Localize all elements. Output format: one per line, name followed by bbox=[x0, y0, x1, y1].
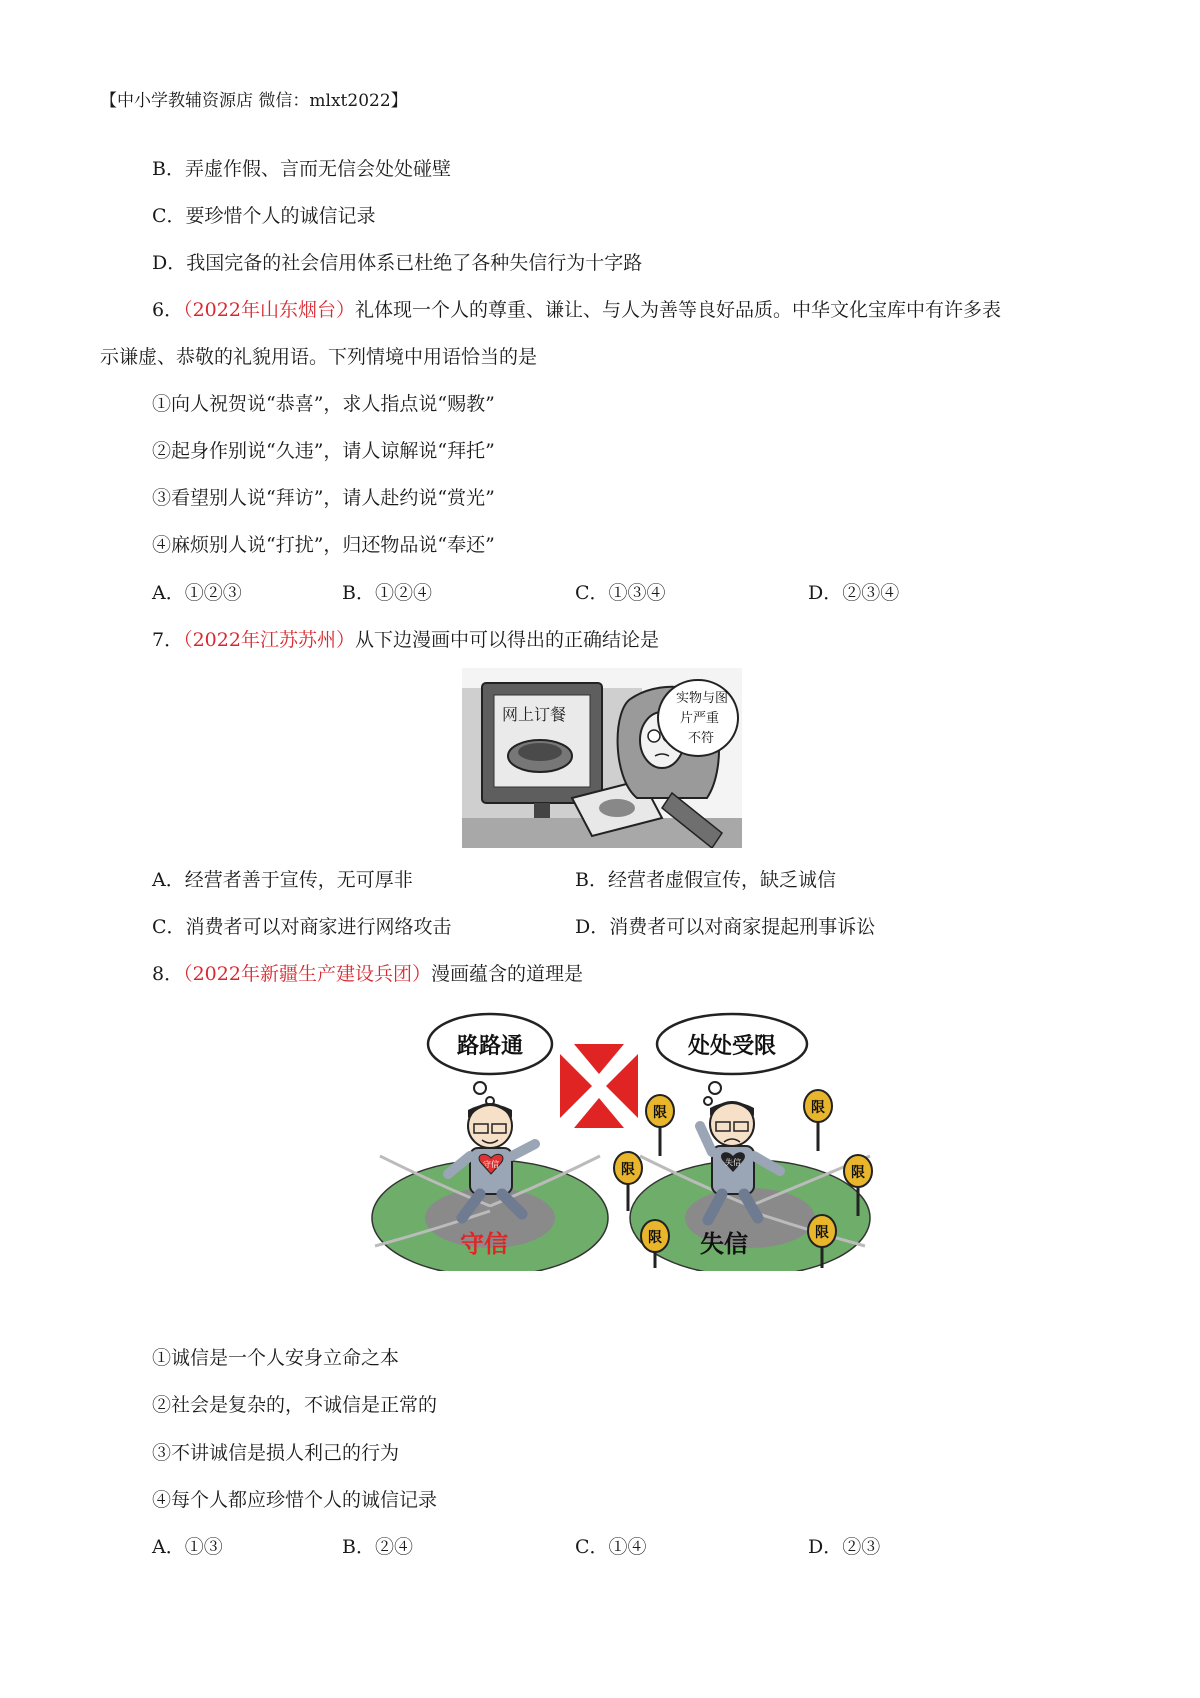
q7-choice-a: A．经营者善于宣传，无可厚非 bbox=[152, 869, 413, 891]
limit-sign-text: 限 bbox=[811, 1100, 825, 1116]
q5-option-d: D．我国完备的社会信用体系已杜绝了各种失信行为十字路 bbox=[152, 252, 643, 274]
q7-stem bbox=[152, 627, 659, 653]
q8-source: （2022年新疆生产建设兵团） bbox=[183, 963, 431, 985]
limit-sign-text: 限 bbox=[621, 1162, 635, 1178]
q6-statement-2: ②起身作别说“久违”，请人谅解说“拜托” bbox=[152, 440, 495, 462]
q8-stem bbox=[152, 961, 583, 987]
q8-left-bubble: 路路通 bbox=[456, 1034, 524, 1059]
q6-stem-line2: 示谦虚、恭敬的礼貌用语。下列情境中用语恰当的是 bbox=[100, 346, 538, 368]
q6-statement-1: ①向人祝贺说“恭喜”，求人指点说“赐教” bbox=[152, 393, 495, 415]
q8-right-heart-text: 失信 bbox=[725, 1158, 741, 1167]
limit-sign-text: 限 bbox=[815, 1225, 829, 1241]
q7-bubble-line1: 实物与图 bbox=[676, 691, 729, 706]
q7-cartoon-illustration bbox=[462, 668, 742, 848]
limit-sign-text: 限 bbox=[648, 1230, 662, 1246]
limit-sign-text: 限 bbox=[653, 1105, 667, 1121]
q8-statement-1: ①诚信是一个人安身立命之本 bbox=[152, 1347, 400, 1369]
page-header: 【中小学教辅资源店 微信：mlxt2022】 bbox=[100, 91, 408, 111]
q8-choice-a: A．①③ bbox=[152, 1536, 223, 1558]
q7-choice-b: B．经营者虚假宣传，缺乏诚信 bbox=[575, 869, 836, 891]
q6-choice-a: A．①②③ bbox=[152, 582, 242, 604]
q7-number: 7． bbox=[152, 629, 184, 651]
q8-statement-4: ④每个人都应珍惜个人的诚信记录 bbox=[152, 1489, 438, 1511]
q7-bubble-line3: 不符 bbox=[688, 731, 715, 746]
q8-right-label: 失信 bbox=[700, 1230, 748, 1258]
q7-screen-text: 网上订餐 bbox=[502, 705, 567, 724]
q6-choice-c: C．①③④ bbox=[575, 582, 666, 604]
q8-stem-text: 漫画蕴含的道理是 bbox=[430, 963, 583, 985]
q8-choice-c: C．①④ bbox=[575, 1536, 647, 1558]
q5-option-c: C．要珍惜个人的诚信记录 bbox=[152, 205, 376, 227]
limit-sign-text: 限 bbox=[851, 1165, 865, 1181]
q7-choice-c: C．消费者可以对商家进行网络攻击 bbox=[152, 916, 452, 938]
q6-number: 6． bbox=[152, 299, 184, 321]
q8-statement-3: ③不讲诚信是损人利己的行为 bbox=[152, 1442, 400, 1464]
q7-choice-d: D．消费者可以对商家提起刑事诉讼 bbox=[575, 916, 876, 938]
q7-source: （2022年江苏苏州） bbox=[183, 629, 355, 651]
q8-left-label: 守信 bbox=[460, 1230, 508, 1258]
q8-choice-d: D．②③ bbox=[808, 1536, 881, 1558]
q6-source: （2022年山东烟台） bbox=[183, 299, 355, 321]
q8-cartoon-illustration bbox=[370, 1006, 878, 1271]
q8-statement-2: ②社会是复杂的，不诚信是正常的 bbox=[152, 1394, 438, 1416]
q7-stem-text: 从下边漫画中可以得出的正确结论是 bbox=[354, 629, 659, 651]
q8-left-heart-text: 守信 bbox=[483, 1160, 499, 1169]
q8-number: 8． bbox=[152, 963, 184, 985]
q8-cartoon bbox=[370, 1006, 878, 1271]
q6-choice-b: B．①②④ bbox=[342, 582, 432, 604]
q8-choice-b: B．②④ bbox=[342, 1536, 413, 1558]
q5-option-b: B．弄虚作假、言而无信会处处碰壁 bbox=[152, 158, 451, 180]
q7-bubble-line2: 片严重 bbox=[680, 711, 720, 726]
q6-statement-4: ④麻烦别人说“打扰”，归还物品说“奉还” bbox=[152, 534, 495, 556]
q7-cartoon bbox=[462, 668, 742, 848]
q6-statement-3: ③看望别人说“拜访”，请人赴约说“赏光” bbox=[152, 487, 495, 509]
q6-stem-line1 bbox=[152, 297, 1001, 323]
q6-choice-d: D．②③④ bbox=[808, 582, 900, 604]
q8-right-bubble: 处处受限 bbox=[687, 1034, 777, 1059]
q6-stem-text1: 礼体现一个人的尊重、谦让、与人为善等良好品质。中华文化宝库中有许多表 bbox=[354, 299, 1001, 321]
